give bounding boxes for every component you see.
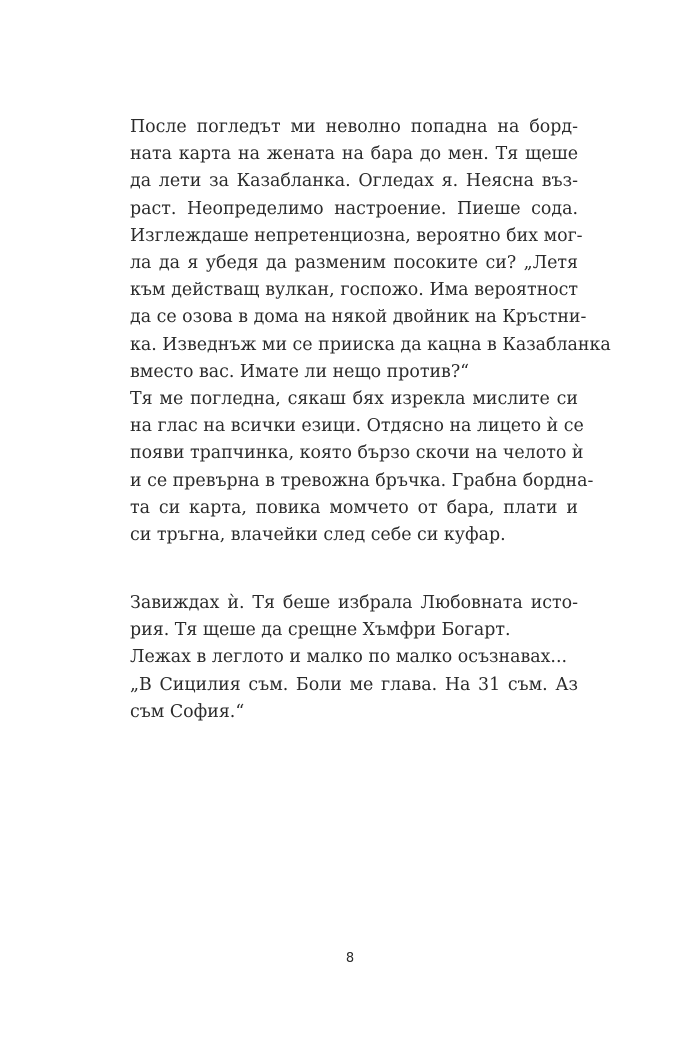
paragraph — [130, 386, 594, 549]
text-line: и се превърна в тревожна бръчка. Грабна бордна- — [130, 470, 594, 491]
text-line: раст. Неопределимо настроение. Пиеше сода. — [130, 198, 578, 219]
text-line: на глас на всички езици. Отдясно на лицето ѝ се — [130, 416, 584, 437]
paragraph — [130, 644, 578, 671]
paragraph — [130, 590, 578, 644]
text-line: Изглеждаше непретенциозна, вероятно бих мог- — [130, 225, 583, 246]
text-section-1 — [130, 114, 611, 549]
text-section-2 — [130, 590, 578, 726]
text-line: ната карта на жената на бара до мен. Тя щеше — [130, 144, 578, 165]
text-line: да се озова в дома на някой двойник на Кръстни- — [130, 307, 587, 328]
text-line: вместо вас. Имате ли нещо против?“ — [130, 361, 470, 382]
text-line: та си карта, повика момчето от бара, плати и — [130, 497, 578, 518]
text-line: „В Сицилия съм. Боли ме глава. На 31 съм. Аз — [130, 674, 578, 695]
paragraph — [130, 114, 611, 386]
text-line: ка. Изведнъж ми се прииска да кацна в Казабланка — [130, 334, 611, 355]
text-line: ла да я убедя да разменим посоките си? „Летя — [130, 253, 578, 274]
text-line: Завиждах ѝ. Тя беше избрала Любовната исто- — [130, 593, 578, 613]
text-line: После погледът ми неволно попадна на борд- — [130, 117, 578, 137]
text-line: съм София.“ — [130, 701, 245, 722]
text-line: Тя ме погледна, сякаш бях изрекла мислите си — [130, 389, 578, 410]
text-line: към действащ вулкан, госпожо. Има вероятност — [130, 280, 578, 301]
text-line: появи трапчинка, която бързо скочи на челото ѝ — [130, 443, 584, 464]
text-line: си тръгна, влачейки след себе си куфар. — [130, 525, 506, 546]
page-number: 8 — [345, 951, 355, 966]
text-line: да лети за Казабланка. Огледах я. Неясна въз- — [130, 171, 578, 192]
text-line: рия. Тя щеше да срещне Хъмфри Богарт. — [130, 620, 511, 641]
text-line: Лежах в леглото и малко по малко осъзнавах... — [130, 647, 568, 668]
paragraph — [130, 672, 578, 726]
